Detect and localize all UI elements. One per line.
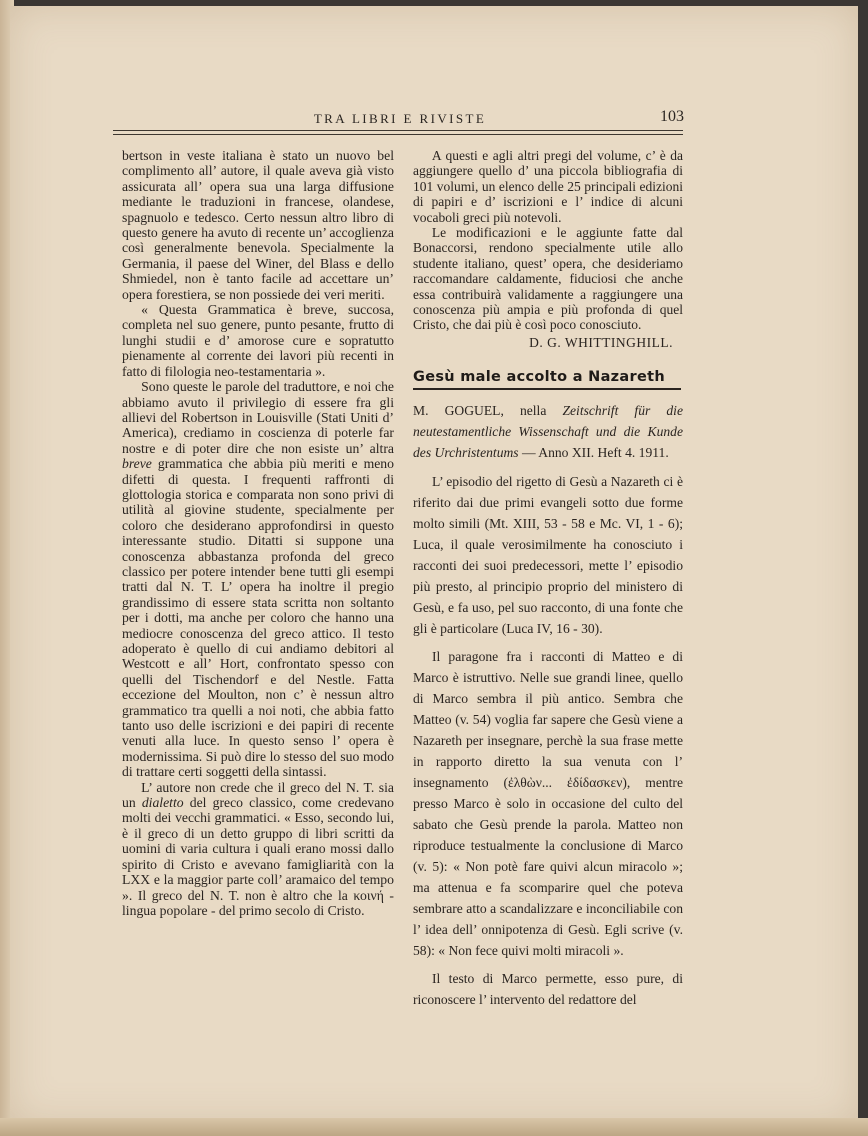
paragraph — [122, 780, 394, 919]
emphasis: breve — [122, 456, 152, 472]
paragraph: L’ episodio del rigetto di Gesù a Nazareth ci è riferito dai due primi evangeli sotto due forme molto simili (Mt. XIII, 53 - 58 e Mc. VI, 1 - 6); Luca, il quale verosimilmente ha conosciuto i racconti dei suoi predecessori, mette l’ episodio più presto, al principio proprio del ministero di Gesù, e fa uso, pel suo racconto, di una fonte che gli è particolare (Luca IV, 16 - 30). — [413, 474, 683, 637]
text-run: M. GOGUEL, nella — [413, 403, 563, 419]
paragraph: Il paragone fra i racconti di Matteo e di Marco è istruttivo. Nelle sue grandi linee, quello di Marco sembra il più antico. Sembra che Matteo (v. 54) voglia far sapere che Gesù viene a Nazareth per insegnare, perchè la sua frase mette in rapporto diretto la sua venuta con l’ insegnamento (ἐλθὼν... ἐδίδασκεν), mentre presso Marco è solo in occasione del culto del sabato che Gesù prende la parola. Matteo non riproduce testualmente la conclusione di Marco (v. 5): « Non potè fare quivi alcun miracolo »; ma attenua e fa scomparire quel che poteva sembrare atto a scandalizzare e inconciliabile con l’ idea dell’ onnipotenza di Gesù. Egli scrive (v. 58): « Non fece quivi molti miracoli ». — [413, 649, 683, 959]
text-run: Sono queste le parole del traduttore, e noi che abbiamo avuto il privilegio di essere fra gli allievi del Robertson in Louisville (Stati Uniti d’ America), crediamo in coscienza di poterle far nostre e di poter dire che non esiste un’ altra — [122, 379, 394, 456]
journal-title: Zeitschrift für die neutestamentliche Wissenschaft und die Kunde des Urchristentums — [413, 403, 683, 461]
page-bottom-edge — [0, 1118, 868, 1136]
header-rule-bottom — [113, 134, 683, 135]
paragraph — [122, 379, 394, 780]
right-column — [413, 148, 683, 1010]
text-run: grammatica che abbia più meriti e meno difetti di questa. I frequenti raffronti di glottologia storica e comparata non sono privi di utilità al giovine studente, specialmente per coloro che desiderano approfondirsi in questo interessante studio. Ditatti si suppone una conoscenza abbastanza profonda del greco classico per potere intender bene tutti gli esempi tratti dal N. T. L’ opera ha inoltre il pregio grandissimo di essere stata scritta non soltanto per i dotti, ma anche per coloro che hanno una mediocre conoscenza del greco attico. Il testo adoperato è quello di cui andiamo debitori al Westcott e all’ Hort, confrontato spesso con quelli del Tischendorf e del Nestle. Fatta eccezione del Moulton, non c’ è nessun altro grammatico tra quelli a noi noti, che abbia fatto tanto uso delle iscrizioni e dei papiri di recente venuti alla luce. In questo senso l’ opera è modernissima. Si può dire lo stesso del suo modo di trattare certi soggetti della sintassi. — [122, 456, 394, 780]
page-number: 103 — [660, 108, 684, 125]
text-run: — Anno XII. Heft 4. 1911. — [518, 445, 669, 461]
paragraph: Le modificazioni e le aggiunte fatte dal Bonaccorsi, rendono specialmente utile allo studente italiano, quest’ opera, che desideriamo raccomandare caldamente, fiduciosi che anche essa contribuirà validamente a raggiungere una conoscenza più ampia e più profonda di quel Cristo, che dai più è così poco conosciuto. — [413, 225, 683, 333]
paragraph: bertson in veste italiana è stato un nuovo bel complimento all’ autore, il quale aveva già visto assicurata all’ opera sua una larga diffusione mediante le traduzioni in francese, olandese, spagnuolo e tedesco. Certo nessun altro libro di questo genere ha avuto di recente un’ accoglienza così generalmente benevola. Specialmente la Germania, il paese del Winer, del Blass e dello Shmiedel, non è tanto facile ad accettare un’ opera forestiera, se non possiede dei veri meriti. — [122, 148, 394, 302]
section-title: Gesù male accolto a Nazareth — [413, 368, 681, 390]
header-rule-top — [113, 130, 683, 131]
citation — [413, 400, 683, 463]
emphasis: dialetto — [141, 795, 184, 811]
text-run: del greco classico, come credevano molti dei vecchi grammatici. « Esso, secondo lui, è il greco di un detto gruppo di libri scritti da uomini di varia cultura i quali erano mossi dallo spirito di Cristo e avevano famigliarità con la LXX e la maggior parte coll’ aramaico del tempo ». Il greco del N. T. non è altro che la κοινή - lingua popolare - del primo secolo di Cristo. — [122, 795, 394, 918]
running-title: TRA LIBRI E RIVISTE — [313, 111, 487, 126]
left-column — [122, 148, 394, 918]
paragraph: A questi e agli altri pregi del volume, c’ è da aggiungere quello d’ una piccola bibliografia di 101 volumi, un elenco delle 25 principali edizioni di papiri e d’ iscrizioni e l’ indice di alcuni vocaboli greci più notevoli. — [413, 148, 683, 225]
text-run: L’ autore non crede che il greco del N. T. sia un — [122, 779, 394, 811]
signature: D. G. WHITTINGHILL. — [529, 334, 673, 350]
paragraph: Il testo di Marco permette, esso pure, di riconoscere l’ intervento del redattore del — [413, 971, 683, 1008]
paragraph: « Questa Grammatica è breve, succosa, completa nel suo genere, punto pesante, frutto di lunghi studii e d’ amorose cure e sopratutto pienamente al corrente dei lavori più recenti in fatto di filologia neo-testamentaria ». — [122, 302, 394, 379]
